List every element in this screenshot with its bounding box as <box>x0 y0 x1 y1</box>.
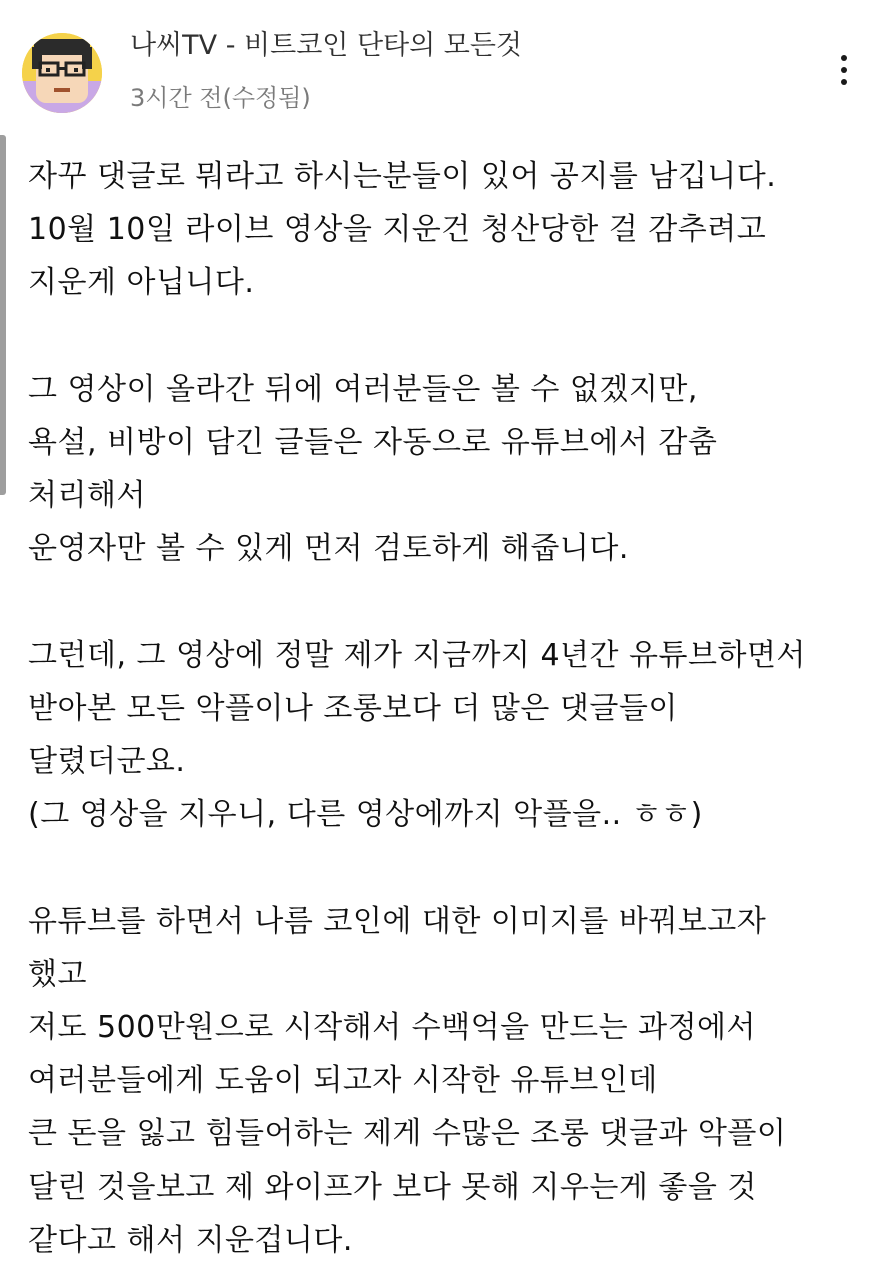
post-line: 달린 것을보고 제 와이프가 보다 못해 지우는게 좋을 것 <box>28 1169 757 1205</box>
post-line: 욕설, 비방이 담긴 글들은 자동으로 유튜브에서 감춤 <box>28 424 718 460</box>
post-line: 달렸더군요. <box>28 744 186 780</box>
post-line: 저도 500만원으로 시작해서 수백억을 만드는 과정에서 <box>28 1010 757 1045</box>
more-vertical-icon[interactable] <box>826 48 862 92</box>
post-line: (그 영상을 지우니, 다른 영상에까지 악플을.. ㅎㅎ) <box>28 797 703 833</box>
post-line: 그 영상이 올라간 뒤에 여러분들은 볼 수 없겠지만, <box>28 371 698 407</box>
post-line: 지운게 아닙니다. <box>28 265 255 301</box>
post-line: 받아본 모든 악플이나 조롱보다 더 많은 댓글들이 <box>28 690 678 726</box>
post-blank-line <box>28 310 858 363</box>
post-line: 그런데, 그 영상에 정말 제가 지금까지 4년간 유튜브하면서 <box>28 637 806 673</box>
menu-dot <box>841 55 847 61</box>
scroll-indicator[interactable] <box>0 135 6 495</box>
menu-dot <box>841 67 847 73</box>
post-line: 했고 <box>28 956 87 992</box>
post-line: 운영자만 볼 수 있게 먼저 검토하게 해줍니다. <box>28 531 629 567</box>
post-line: 큰 돈을 잃고 힘들어하는 제게 수많은 조롱 댓글과 악플이 <box>28 1116 787 1152</box>
post-body <box>28 150 858 1267</box>
post-header <box>0 0 878 125</box>
post-line: 같다고 해서 지운겁니다. <box>28 1222 353 1258</box>
cartoon-face-icon <box>22 33 102 113</box>
post-blank-line <box>28 576 858 629</box>
post-line: 유튜브를 하면서 나름 코인에 대한 이미지를 바꿔보고자 <box>28 903 767 939</box>
post-line: 10월 10일 라이브 영상을 지운건 청산당한 걸 감추려고 <box>28 212 767 248</box>
channel-avatar[interactable] <box>22 33 102 113</box>
post-timestamp: 3시간 전(수정됨) <box>130 84 311 112</box>
post-line: 처리해서 <box>28 478 146 514</box>
post-line: 여러분들에게 도움이 되고자 시작한 유튜브인데 <box>28 1063 658 1099</box>
post-blank-line <box>28 841 858 894</box>
channel-name[interactable]: 나씨TV - 비트코인 단타의 모든것 <box>130 30 523 61</box>
menu-dot <box>841 79 847 85</box>
post-line: 자꾸 댓글로 뭐라고 하시는분들이 있어 공지를 남깁니다. <box>28 159 777 194</box>
